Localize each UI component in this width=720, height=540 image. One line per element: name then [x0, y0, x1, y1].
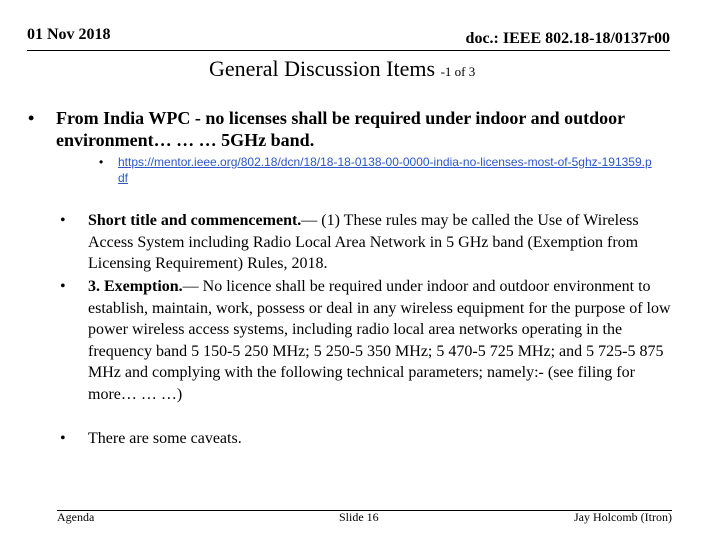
footer-agenda: Agenda [57, 510, 95, 524]
exemption-heading: 3. Exemption. [88, 278, 183, 295]
bullet-dot-icon: • [60, 278, 66, 295]
bullet-intro [28, 107, 686, 151]
bullet-dot-icon: • [28, 108, 35, 128]
caveats-text: There are some caveats. [88, 430, 242, 447]
exemption-text: — No licence shall be required under indoor and outdoor environment to establish, maintain, work, possess or deal in any wireless equipment for the purpose of low power wireless access systems, including radio local area networks operating in the frequency band 5 150-5 250 MHz; 5 250-5 350 MHz; 5 470-5 725 MHz; and 5 725-5 875 MHz and complying with the following technical parameters; namely:- (see filing for more… … …) [88, 278, 671, 403]
source-link[interactable]: https://mentor.ieee.org/802.18/dcn/18/18-18-0138-00-0000-india-no-licenses-most-of-5ghz-191359.pdf [118, 155, 652, 185]
slide-title [209, 56, 475, 82]
footer-author: Jay Holcomb (Itron) [574, 510, 672, 524]
bullet-caveats [60, 428, 678, 450]
slide-title-main: General Discussion Items [209, 56, 436, 81]
slide-title-sub: -1 of 3 [440, 64, 476, 79]
document-id: doc.: IEEE 802.18-18/0137r00 [465, 30, 670, 47]
header-divider [27, 50, 670, 51]
footer-slide-number: Slide 16 [339, 510, 379, 524]
bullet-short-title [60, 210, 678, 275]
bullet-link [99, 154, 658, 186]
bullet-exemption [60, 276, 678, 405]
bullet-dot-icon: • [60, 430, 66, 447]
header-date: 01 Nov 2018 [27, 26, 111, 43]
bullet-intro-text: From India WPC - no licenses shall be required under indoor and outdoor environment… … … 5GHz band. [56, 108, 625, 150]
short-title-text: — (1) These rules may be called the Use of Wireless Access System including Radio Local Area Network in 5 GHz band (Exemption from Licensing Requirement) Rules, 2018. [88, 212, 639, 272]
short-title-heading: Short title and commencement. [88, 212, 302, 229]
bullet-dot-icon: • [60, 212, 66, 229]
bullet-dot-icon: • [99, 155, 104, 169]
